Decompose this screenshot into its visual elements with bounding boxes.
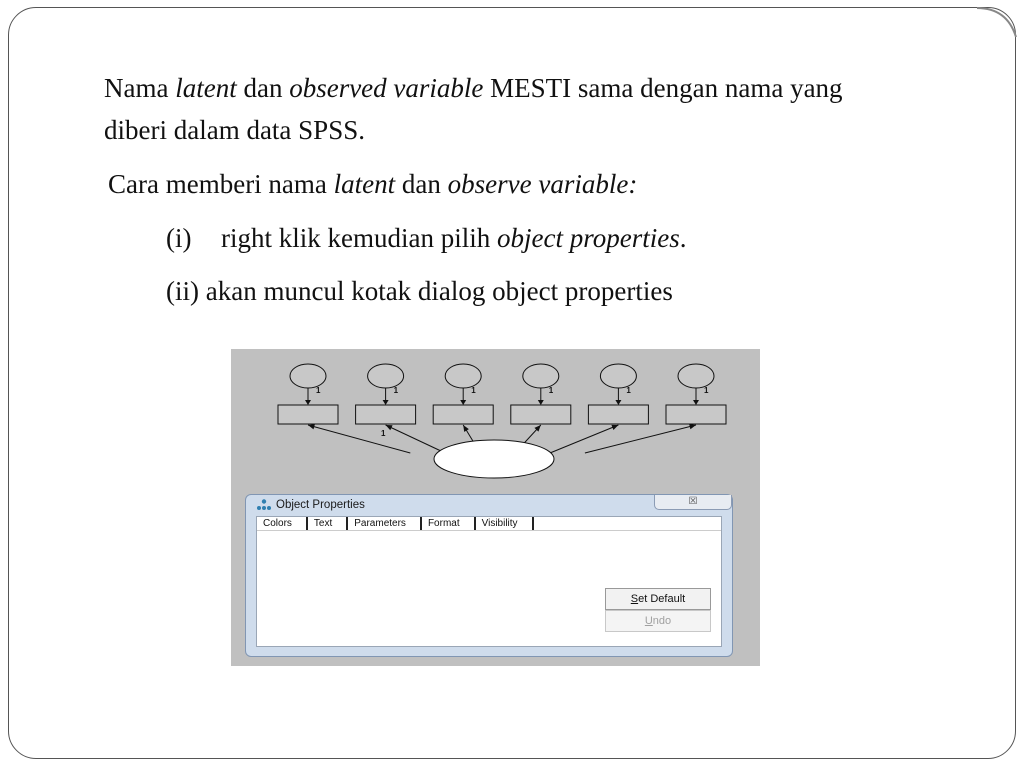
loading-arrowhead-6 <box>689 424 696 429</box>
error-path-label-2: 1 <box>393 386 399 395</box>
amos-screenshot <box>231 349 760 666</box>
paragraph-2: Cara memberi nama latent dan observe variable: <box>108 169 638 199</box>
indicator-box-5 <box>588 405 648 424</box>
loading-path-5 <box>550 425 618 453</box>
tab-colors[interactable]: Colors <box>257 517 308 530</box>
error-path-label-1: 1 <box>316 386 321 395</box>
loading-arrowhead-5 <box>611 425 618 430</box>
error-arrowhead-5 <box>615 400 621 405</box>
step-2: (ii) akan muncul kotak dialog object properties <box>166 276 673 306</box>
loading-arrowhead-1 <box>308 424 315 429</box>
error-path-label-5: 1 <box>626 386 631 395</box>
term-observe-variable: observe variable: <box>447 169 638 199</box>
tab-visibility[interactable]: Visibility <box>476 517 534 530</box>
object-properties-dialog <box>245 494 733 657</box>
error-arrowhead-4 <box>538 400 544 405</box>
error-circle-1 <box>290 364 326 388</box>
tab-divider <box>257 530 721 531</box>
paragraph-1-line-2: diberi dalam data SPSS. <box>104 115 365 145</box>
loading-path-6 <box>585 425 696 453</box>
indicator-box-6 <box>666 405 726 424</box>
error-circle-3 <box>445 364 481 388</box>
tab-strip <box>257 517 534 530</box>
close-icon: ☒ <box>688 496 698 507</box>
indicator-box-4 <box>511 405 571 424</box>
sem-path-diagram <box>231 349 760 489</box>
error-arrowhead-1 <box>305 400 311 405</box>
close-button[interactable] <box>654 495 732 510</box>
loading-arrowhead-3 <box>463 425 469 432</box>
error-path-label-3: 1 <box>471 386 476 395</box>
term-latent-2: latent <box>333 169 396 199</box>
indicator-box-1 <box>278 405 338 424</box>
dialog-title: Object Properties <box>276 499 365 511</box>
error-arrowhead-6 <box>693 400 699 405</box>
error-circle-4 <box>523 364 559 388</box>
step-1-number: (i) <box>166 223 192 253</box>
latent-variable-ellipse <box>434 440 554 478</box>
error-path-label-6: 1 <box>704 386 709 395</box>
indicator-box-2 <box>356 405 416 424</box>
paragraph-1-line-1: Nama latent dan observed variable MESTI sama dengan nama yang <box>104 73 843 103</box>
page-curl-decoration <box>977 7 1017 47</box>
term-observed-variable: observed variable <box>289 73 484 103</box>
error-circle-6 <box>678 364 714 388</box>
dialog-client-area <box>256 516 722 647</box>
term-latent: latent <box>175 73 237 103</box>
error-arrowhead-3 <box>460 400 466 405</box>
undo-button[interactable]: Undo <box>605 610 711 632</box>
tab-format[interactable]: Format <box>422 517 476 530</box>
error-circle-5 <box>600 364 636 388</box>
error-path-label-4: 1 <box>548 386 554 395</box>
error-arrowhead-2 <box>383 400 389 405</box>
step-1: (i) right klik kemudian pilih object properties. <box>166 220 686 256</box>
set-default-button[interactable]: Set Default <box>605 588 711 610</box>
term-object-properties: object properties <box>496 223 680 253</box>
object-properties-icon <box>256 499 272 511</box>
tab-text[interactable]: Text <box>308 517 348 530</box>
dialog-titlebar <box>256 499 365 511</box>
loading-path-label-1: 1 <box>381 429 386 438</box>
tab-parameters[interactable]: Parameters <box>348 517 422 530</box>
error-circle-2 <box>368 364 404 388</box>
indicator-box-3 <box>433 405 493 424</box>
